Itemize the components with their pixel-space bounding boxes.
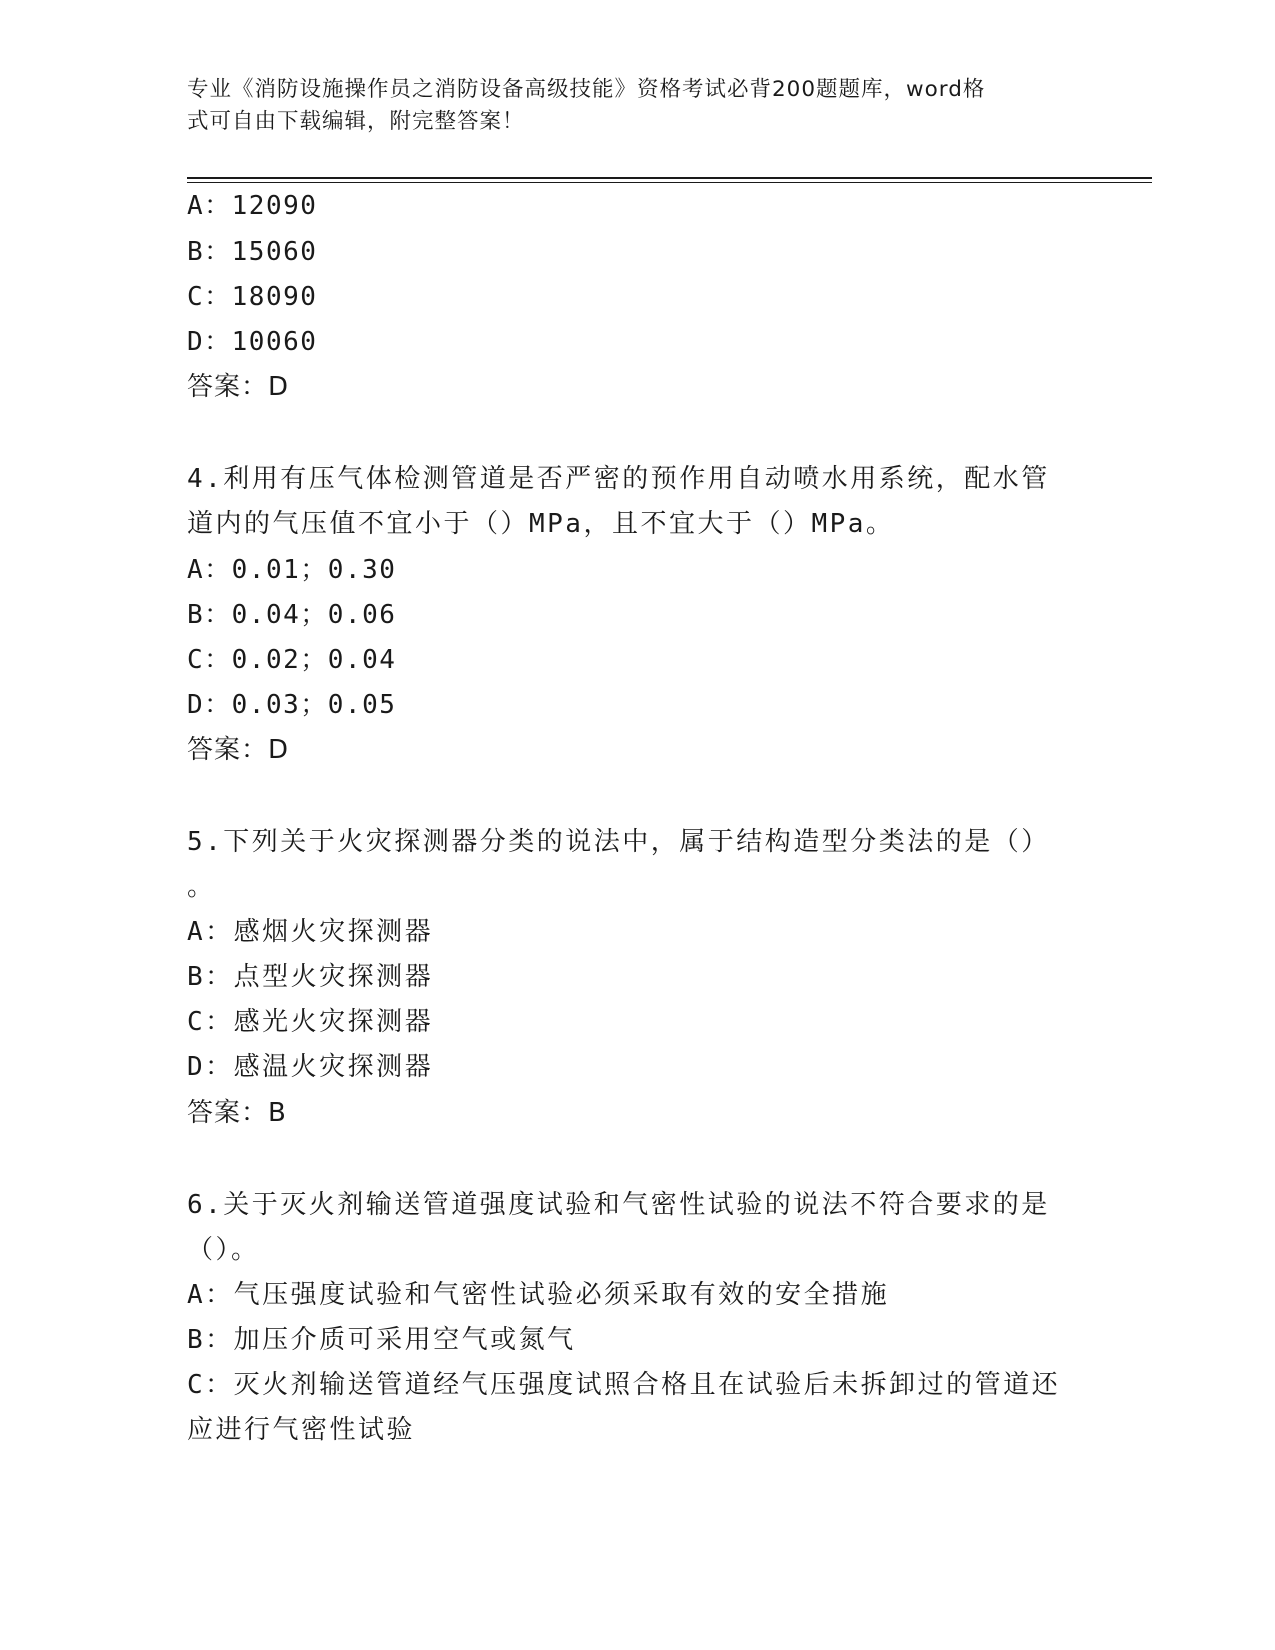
q6-question-line-1: 6.关于灭火剂输送管道强度试验和气密性试验的说法不符合要求的是 — [187, 1190, 1050, 1220]
q3-option-c: C：18090 — [187, 282, 318, 312]
q6-option-a: A：气压强度试验和气密性试验必须采取有效的安全措施 — [187, 1280, 890, 1310]
q5-question-line-1: 5.下列关于火灾探测器分类的说法中，属于结构造型分类法的是（） — [187, 827, 1050, 857]
header-divider-thin — [187, 182, 1152, 183]
document-header — [187, 74, 1067, 138]
q5-option-a: A：感烟火灾探测器 — [187, 917, 434, 947]
header-divider-thick — [187, 177, 1152, 179]
header-line-1: 专业《消防设施操作员之消防设备高级技能》资格考试必背200题题库，word格 — [187, 77, 986, 102]
q6-option-c-line-1: C：灭火剂输送管道经气压强度试照合格且在试验后未拆卸过的管道还 — [187, 1370, 1061, 1400]
q3-option-d: D：10060 — [187, 327, 318, 357]
q4-option-c: C：0.02；0.04 — [187, 645, 397, 675]
q5-option-b: B：点型火灾探测器 — [187, 962, 434, 992]
q5-question-line-2: 。 — [187, 872, 216, 902]
q5-option-d: D：感温火灾探测器 — [187, 1052, 434, 1082]
q4-option-d: D：0.03；0.05 — [187, 690, 397, 720]
q6-option-c-line-2: 应进行气密性试验 — [187, 1415, 416, 1445]
header-line-2: 式可自由下载编辑，附完整答案！ — [187, 109, 525, 134]
q4-question-line-2: 道内的气压值不宜小于（）MPa，且不宜大于（）MPa。 — [187, 509, 895, 539]
q5-option-c: C：感光火灾探测器 — [187, 1007, 434, 1037]
q4-option-b: B：0.04；0.06 — [187, 600, 397, 630]
q6-question-line-2: （）。 — [187, 1235, 260, 1265]
q3-answer: 答案：D — [187, 372, 290, 402]
q3-option-b: B：15060 — [187, 237, 318, 267]
q4-option-a: A：0.01；0.30 — [187, 555, 397, 585]
q5-answer: 答案：B — [187, 1098, 287, 1128]
q3-option-a: A：12090 — [187, 191, 318, 221]
q6-option-b: B：加压介质可采用空气或氮气 — [187, 1325, 576, 1355]
q4-question-line-1: 4.利用有压气体检测管道是否严密的预作用自动喷水用系统，配水管 — [187, 464, 1050, 494]
q4-answer: 答案：D — [187, 735, 290, 765]
